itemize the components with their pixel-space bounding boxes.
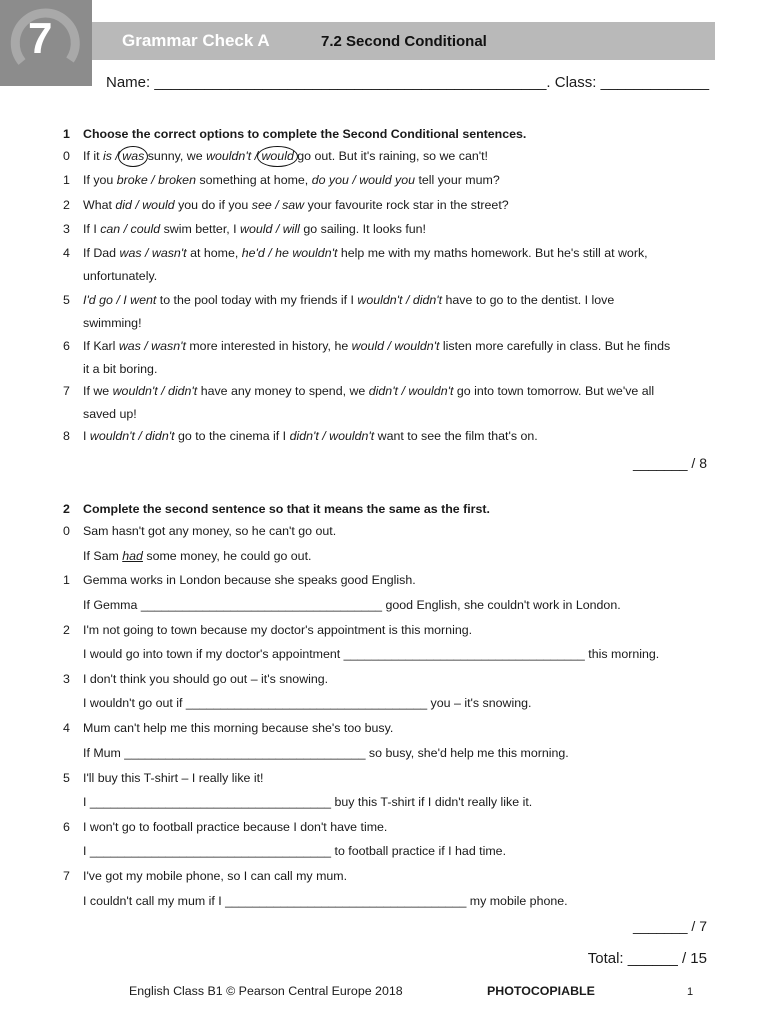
item-text [83,222,426,237]
text-segment: it a bit boring. [83,362,158,376]
item-number: 0 [63,524,70,538]
text-segment: I ___________________________________ to football practice if I had time. [83,844,507,858]
item-text [83,407,137,422]
name-class-line: Name: _______________________________________________. Class: _____________ [106,74,710,91]
item-number: 7 [63,869,70,883]
text-segment: I don't think you should go out – it's snowing. [83,672,329,686]
text-segment: listen more carefully in class. But he finds [439,339,671,353]
text-segment: go into town tomorrow. But we've all [453,384,655,398]
text-segment: go sailing. It looks fun! [299,222,426,236]
text-segment: Gemma works in London because she speaks good English. [83,573,416,587]
text-segment: did / would [115,198,175,212]
text-segment: is / [102,149,123,163]
text-segment: Complete the second sentence so that it means the same as the first. [83,502,490,516]
item-number: 4 [63,246,70,260]
text-segment: something at home, [195,173,312,187]
item-number: 0 [63,149,70,163]
text-segment: was / wasn't [118,339,186,353]
item-text [83,384,654,399]
text-segment: Choose the correct options to complete the Second Conditional sentences. [83,127,527,141]
item-text [83,721,393,736]
text-segment: at home, [186,246,242,260]
item-text [83,524,336,539]
item-text [83,198,509,213]
item-number: 7 [63,384,70,398]
text-segment: If it [83,149,103,163]
unit-badge [0,0,92,86]
text-segment: If Mum ___________________________________ so busy, she'd help me this morning. [83,746,569,760]
exercise-2-score: _______ / 7 [633,918,707,934]
item-number: 1 [63,573,70,587]
item-text [83,502,490,517]
total-score: Total: ______ / 15 [587,950,707,967]
text-segment: If Karl [83,339,119,353]
item-text [83,771,263,786]
item-text [83,647,659,662]
text-segment: broke / broken [116,173,196,187]
text-segment: you do if you [174,198,252,212]
text-segment: more interested in history, he [185,339,352,353]
item-number: 5 [63,771,70,785]
item-number: 1 [63,127,70,141]
text-segment: If Gemma ___________________________________ good English, she couldn't work in London. [83,598,621,612]
text-segment: see / saw [251,198,305,212]
text-segment: I would go into town if my doctor's appointment ___________________________________ this morning. [83,647,660,661]
item-number: 6 [63,820,70,834]
example-answer: had [122,549,143,563]
item-text [83,127,526,142]
item-number: 2 [63,623,70,637]
text-segment: wouldn't / [206,149,262,163]
item-text [83,869,347,884]
text-segment: didn't / wouldn't [368,384,454,398]
item-text [83,696,531,711]
footer-photocopiable: PHOTOCOPIABLE [487,984,595,998]
item-text [83,894,568,909]
text-segment: he'd / he wouldn't [241,246,338,260]
text-segment: If we [83,384,113,398]
text-segment: swim better, I [160,222,241,236]
text-segment: If I [83,222,101,236]
text-segment: was / wasn't [119,246,187,260]
text-segment: help me with my maths homework. But he's still at work, [337,246,648,260]
text-segment: want to see the film that's on. [374,429,538,443]
item-text [83,293,614,308]
text-segment: I've got my mobile phone, so I can call my mum. [83,869,348,883]
text-segment: I'd go / I went [83,293,157,307]
text-segment: If Dad [83,246,120,260]
text-segment: wouldn't / didn't [357,293,443,307]
item-text [83,844,506,859]
item-number: 3 [63,222,70,236]
text-segment: saved up! [83,407,137,421]
text-segment: can / could [100,222,161,236]
item-text [83,573,416,588]
worksheet-title: Grammar Check A [122,31,270,50]
exercise-1-score: _______ / 8 [633,455,707,471]
item-text [83,429,538,444]
text-segment: do you / would you [311,173,416,187]
text-segment: I [83,429,90,443]
item-number: 2 [63,198,70,212]
item-text [83,269,157,284]
footer-copyright: English Class B1 © Pearson Central Europe 2018 [129,984,403,998]
circled-answer: would [261,149,294,163]
text-segment: If you [83,173,117,187]
text-segment: tell your mum? [415,173,500,187]
text-segment: go to the cinema if I [174,429,290,443]
text-segment: wouldn't / didn't [112,384,198,398]
item-text [83,820,387,835]
text-segment: Sam hasn't got any money, so he can't go out. [83,524,337,538]
item-text [83,339,670,354]
text-segment: What [83,198,116,212]
text-segment: to the pool today with my friends if I [156,293,358,307]
item-text [83,549,311,564]
text-segment: I wouldn't go out if ___________________________________ you – it's snowing. [83,696,532,710]
worksheet-subtitle: 7.2 Second Conditional [321,33,487,50]
item-number: 5 [63,293,70,307]
text-segment: would / will [240,222,300,236]
text-segment: wouldn't / didn't [89,429,175,443]
text-segment: swimming! [83,316,142,330]
text-segment: I won't go to football practice because I don't have time. [83,820,388,834]
item-text [83,173,500,188]
text-segment: I'm not going to town because my doctor's appointment is this morning. [83,623,473,637]
text-segment: I couldn't call my mum if I ___________________________________ my mobile phone. [83,894,568,908]
unit-number: 7 [28,14,53,63]
item-text [83,795,532,810]
item-text [83,316,142,331]
item-text [83,746,569,761]
text-segment: Mum can't help me this morning because she's too busy. [83,721,394,735]
text-segment: didn't / wouldn't [289,429,375,443]
item-text [83,362,157,377]
item-number: 2 [63,502,70,516]
circled-answer: was [122,149,145,163]
text-segment: I'll buy this T-shirt – I really like it! [83,771,264,785]
text-segment: would / wouldn't [351,339,440,353]
item-text [83,623,472,638]
text-segment: have to go to the dentist. I love [442,293,615,307]
text-segment: sunny, we [144,149,207,163]
item-number: 1 [63,173,70,187]
text-segment: go out. But it's raining, so we can't! [293,149,488,163]
item-number: 4 [63,721,70,735]
text-segment: some money, he could go out. [142,549,312,563]
item-number: 3 [63,672,70,686]
item-number: 6 [63,339,70,353]
text-segment: your favourite rock star in the street? [304,198,509,212]
text-segment: I ___________________________________ buy this T-shirt if I didn't really like it. [83,795,533,809]
item-number: 8 [63,429,70,443]
text-segment: unfortunately. [83,269,158,283]
page-number: 1 [687,986,694,998]
text-segment: have any money to spend, we [197,384,369,398]
item-text [83,246,648,261]
item-text [83,149,488,164]
text-segment: If Sam [83,549,123,563]
item-text [83,672,328,687]
item-text [83,598,621,613]
